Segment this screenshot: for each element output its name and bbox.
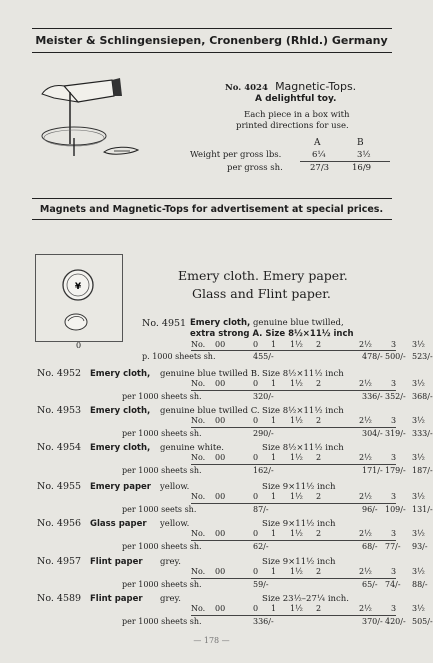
grade-number: 2	[316, 567, 322, 576]
grade-number: 2½	[359, 567, 372, 576]
row-divider	[191, 503, 396, 504]
price-value: 336/-	[362, 392, 383, 401]
price-value: 523/-	[412, 352, 433, 361]
grade-number: 00	[215, 453, 226, 462]
item-name: Glass paper	[90, 519, 147, 529]
grade-number: 2	[316, 416, 322, 425]
grade-number: 2½	[359, 379, 372, 388]
item-name: Emery cloth,	[90, 443, 151, 453]
tops-col-a: A	[314, 138, 321, 148]
item-description: genuine white.	[160, 443, 224, 453]
box-caption: 0	[76, 341, 82, 350]
row-divider	[191, 540, 396, 541]
grade-number: 3	[391, 340, 397, 349]
price-value: 333/-	[412, 429, 433, 438]
grade-number: 2	[316, 492, 322, 501]
tops-col-b: B	[357, 138, 364, 148]
price-value: 131/-	[412, 505, 433, 514]
tops-weight-a: 6¼	[312, 150, 326, 160]
tops-subtitle: A delightful toy.	[255, 94, 337, 104]
top-rule	[32, 28, 392, 29]
grade-number: 0	[253, 529, 259, 538]
grade-number: 0	[253, 416, 259, 425]
item-4951-price-row	[0, 352, 433, 362]
item-4951-desc: genuine blue twilled,	[252, 318, 344, 328]
tops-price-b: 16/9	[352, 163, 372, 173]
item-name: Flint paper	[90, 594, 143, 604]
row-divider	[191, 350, 396, 351]
row-divider	[191, 427, 396, 428]
grade-number: 2½	[359, 453, 372, 462]
product-item	[0, 518, 428, 554]
item-number: No. 4589	[37, 593, 82, 604]
tops-title: Magnetic-Tops.	[275, 80, 357, 93]
product-item	[0, 593, 433, 629]
grade-number: 3½	[412, 567, 425, 576]
grade-number: 0	[253, 567, 259, 576]
number-row-label: No.	[191, 453, 206, 462]
grade-number: 3½	[412, 340, 425, 349]
grade-number: 3	[391, 379, 397, 388]
grade-number: 1½	[290, 416, 303, 425]
price-value: 62/-	[253, 542, 269, 551]
grade-number: 2	[316, 379, 322, 388]
grade-number: 1½	[290, 567, 303, 576]
row-divider	[191, 390, 396, 391]
grade-number: 2	[316, 604, 322, 613]
number-row-label: No.	[191, 416, 206, 425]
price-value: 478/-	[362, 352, 383, 361]
price-value: 420/-	[385, 617, 406, 626]
price-value: 74/-	[385, 580, 401, 589]
item-price-label: per 1000 sheets sh.	[122, 617, 202, 626]
item-number: No. 4954	[37, 442, 82, 453]
price-value: 368/-	[412, 392, 433, 401]
item-number: No. 4953	[37, 405, 82, 416]
page-header: Meister & Schlingensiepen, Cronenberg (Rhld.) Germany	[35, 34, 388, 47]
item-4951-name: Emery cloth,	[190, 318, 251, 328]
tops-weight-b: 3½	[357, 150, 371, 160]
product-item	[0, 556, 428, 592]
grade-number: 3½	[412, 529, 425, 538]
grade-number: 0	[253, 453, 259, 462]
item-price-label: per 1000 sheets sh.	[122, 580, 202, 589]
grade-number: 2	[316, 340, 322, 349]
banner-rule-top	[32, 198, 392, 199]
item-price-label: per 1000 sheets sh.	[122, 466, 202, 475]
item-4951-number-row	[0, 340, 423, 350]
grade-number: 1	[271, 453, 277, 462]
grade-number: 3½	[412, 453, 425, 462]
grade-number: 1	[271, 529, 277, 538]
tops-desc-line1: Each piece in a box with	[244, 110, 350, 120]
price-value: 59/-	[253, 580, 269, 589]
grade-number: 1	[271, 604, 277, 613]
item-size: Size 8½×11½ inch	[262, 443, 344, 453]
price-value: 187/-	[412, 466, 433, 475]
grade-number: 0	[253, 492, 259, 501]
banner-rule-bottom	[32, 219, 392, 220]
grade-number: 00	[215, 340, 226, 349]
grade-number: 3	[391, 567, 397, 576]
number-row-label: No.	[191, 492, 206, 501]
row-divider	[191, 464, 396, 465]
grade-number: 1½	[290, 340, 303, 349]
item-price-label: per 1000 sheets sh.	[122, 429, 202, 438]
number-row-label: No.	[191, 379, 206, 388]
grade-number: 00	[215, 492, 226, 501]
tops-number: No. 4024	[225, 83, 268, 93]
item-size: Size 9×11½ inch	[262, 519, 336, 529]
price-value: 96/-	[362, 505, 378, 514]
price-value: 455/-	[253, 352, 274, 361]
price-value: 162/-	[253, 466, 274, 475]
svg-text:¥: ¥	[74, 282, 82, 292]
number-row-label: No.	[191, 604, 206, 613]
grade-number: 00	[215, 379, 226, 388]
product-item	[0, 481, 433, 517]
grade-number: 3½	[412, 604, 425, 613]
item-name: Emery cloth,	[90, 369, 151, 379]
grade-number: 2½	[359, 340, 372, 349]
price-value: 336/-	[253, 617, 274, 626]
grade-number: 2½	[359, 604, 372, 613]
item-description: genuine blue twilled C.	[160, 406, 260, 416]
price-value: 319/-	[385, 429, 406, 438]
grade-number: 1	[271, 340, 277, 349]
item-4951-price-label: p. 1000 sheets sh.	[142, 352, 216, 361]
emery-box-illustration	[35, 254, 123, 342]
grade-number: 0	[253, 379, 259, 388]
price-value: 87/-	[253, 505, 269, 514]
grade-number: 3½	[412, 379, 425, 388]
grade-number: 3	[391, 416, 397, 425]
item-description: grey.	[160, 594, 181, 604]
grade-number: 3	[391, 529, 397, 538]
item-description: yellow.	[160, 482, 190, 492]
price-value: 77/-	[385, 542, 401, 551]
grade-number: 3½	[412, 492, 425, 501]
grade-number: 1½	[290, 379, 303, 388]
price-value: 290/-	[253, 429, 274, 438]
tops-divider	[300, 161, 390, 162]
grade-number: 1	[271, 379, 277, 388]
price-value: 109/-	[385, 505, 406, 514]
item-number: No. 4955	[37, 481, 82, 492]
price-value: 500/-	[385, 352, 406, 361]
item-4951-line2: extra strong A. Size 8½×11½ inch	[190, 329, 354, 339]
grade-number: 1½	[290, 453, 303, 462]
item-number: No. 4952	[37, 368, 82, 379]
price-value: 370/-	[362, 617, 383, 626]
item-number: No. 4956	[37, 518, 82, 529]
tops-price-a: 27/3	[310, 163, 330, 173]
grade-number: 00	[215, 416, 226, 425]
item-name: Emery paper	[90, 482, 151, 492]
price-value: 88/-	[412, 580, 428, 589]
grade-number: 3	[391, 453, 397, 462]
price-value: 171/-	[362, 466, 383, 475]
grade-number: 1½	[290, 529, 303, 538]
item-size: Size 8½×11½ inch	[262, 369, 344, 379]
grade-number: 1	[271, 567, 277, 576]
magnetic-top-illustration	[34, 72, 164, 172]
item-price-label: per 1000 seets sh.	[122, 505, 197, 514]
item-description: yellow.	[160, 519, 190, 529]
tops-price-label: per gross sh.	[227, 163, 283, 173]
banner-text: Magnets and Magnetic-Tops for advertisement at special prices.	[39, 204, 384, 215]
item-name: Flint paper	[90, 557, 143, 567]
price-value: 505/-	[412, 617, 433, 626]
grade-number: 1	[271, 416, 277, 425]
price-value: 320/-	[253, 392, 274, 401]
price-value: 352/-	[385, 392, 406, 401]
tops-weight-label: Weight per gross lbs.	[190, 150, 282, 160]
price-value: 65/-	[362, 580, 378, 589]
page-number: — 178 —	[193, 636, 230, 645]
price-value: 68/-	[362, 542, 378, 551]
grade-number: 2½	[359, 416, 372, 425]
number-row-label: No.	[191, 529, 206, 538]
item-price-label: per 1000 sheets sh.	[122, 542, 202, 551]
grade-number: 00	[215, 604, 226, 613]
header-rule	[32, 52, 392, 53]
product-item	[0, 405, 433, 441]
product-item	[0, 442, 433, 478]
grade-number: 00	[215, 529, 226, 538]
item-description: genuine blue twilled B.	[160, 369, 260, 379]
grade-number: 2	[316, 529, 322, 538]
number-row-label: No.	[191, 340, 206, 349]
item-size: Size 9×11½ inch	[262, 557, 336, 567]
grade-number: 2½	[359, 529, 372, 538]
item-size: Size 8½×11½ inch	[262, 406, 344, 416]
grade-number: 1	[271, 492, 277, 501]
price-value: 179/-	[385, 466, 406, 475]
price-value: 93/-	[412, 542, 428, 551]
item-size: Size 23½–27¼ inch.	[262, 594, 349, 604]
section-title-line1: Emery cloth. Emery paper.	[178, 268, 348, 283]
grade-number: 1½	[290, 492, 303, 501]
grade-number: 3	[391, 492, 397, 501]
row-divider	[191, 615, 396, 616]
grade-number: 2½	[359, 492, 372, 501]
grade-number: 2	[316, 453, 322, 462]
item-description: grey.	[160, 557, 181, 567]
row-divider	[191, 578, 396, 579]
grade-number: 00	[215, 567, 226, 576]
grade-number: 3½	[412, 416, 425, 425]
grade-number: 1½	[290, 604, 303, 613]
item-number: No. 4957	[37, 556, 82, 567]
item-name: Emery cloth,	[90, 406, 151, 416]
number-row-label: No.	[191, 567, 206, 576]
item-4951-number: No. 4951	[142, 318, 187, 329]
section-title-line2: Glass and Flint paper.	[192, 286, 331, 301]
product-item	[0, 368, 433, 404]
grade-number: 3	[391, 604, 397, 613]
price-value: 304/-	[362, 429, 383, 438]
tops-desc-line2: printed directions for use.	[236, 121, 349, 131]
grade-number: 0	[253, 604, 259, 613]
grade-number: 0	[253, 340, 259, 349]
item-price-label: per 1000 sheets sh.	[122, 392, 202, 401]
item-size: Size 9×11½ inch	[262, 482, 336, 492]
